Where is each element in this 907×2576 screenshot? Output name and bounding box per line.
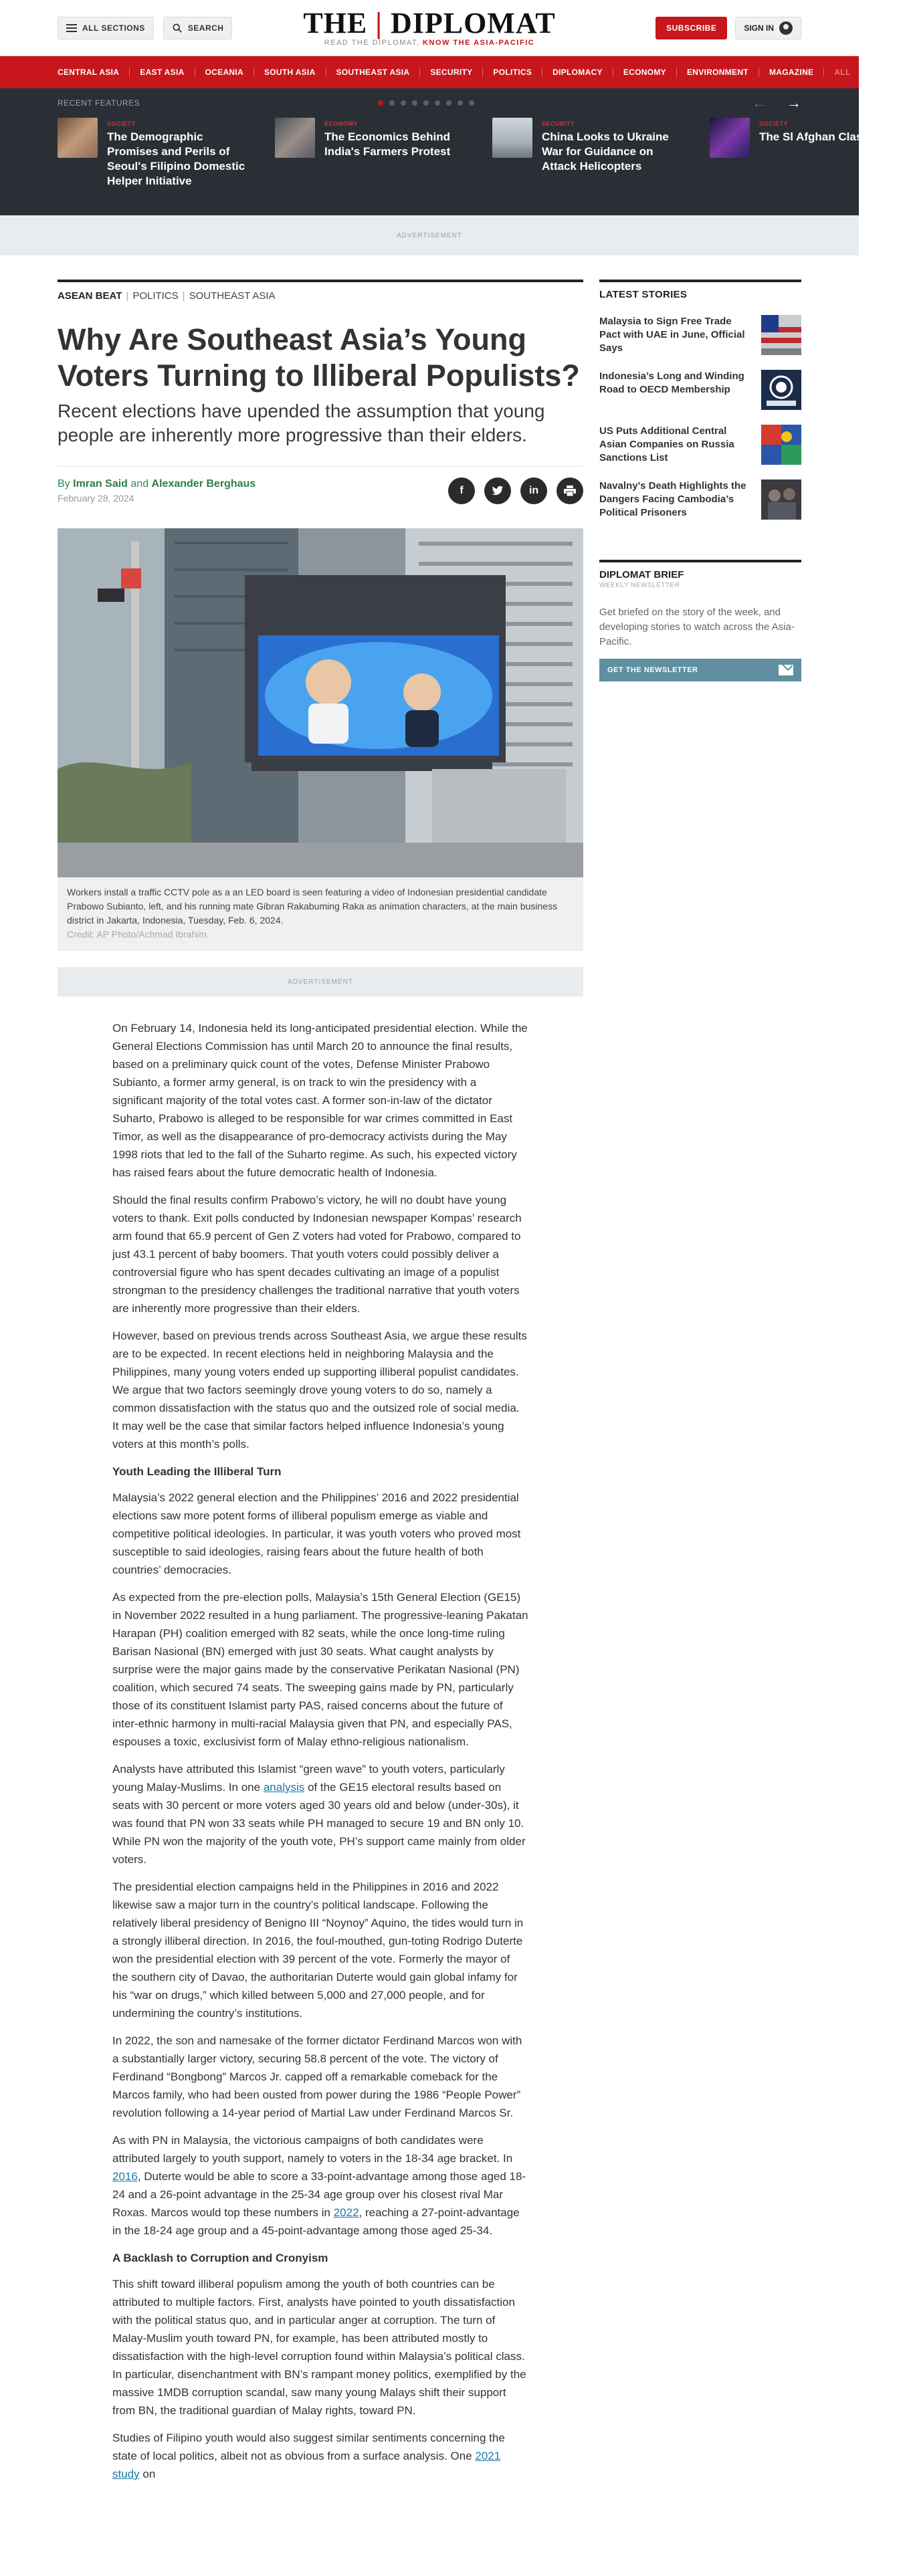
latest-story-item[interactable] [599,315,801,355]
feature-text [324,118,472,189]
breadcrumb-separator: | [126,290,129,302]
tagline-know: KNOW THE ASIA-PACIFIC [423,39,535,47]
nav-item-east-asia[interactable]: EAST ASIA [130,68,195,77]
ad-banner-top: ADVERTISEMENT [0,215,859,255]
story-thumbnail [761,425,801,465]
feature-card[interactable] [492,118,690,189]
latest-story-item[interactable] [599,425,801,465]
feature-category: ECONOMY [324,120,359,127]
mail-icon [779,665,793,675]
latest-story-title: Navalny’s Death Highlights the Dangers Facing Cambodia’s Political Prisoners [599,480,746,518]
article-body [58,996,583,2483]
author-link-1[interactable]: Imran Said [73,478,128,490]
logo-tagline [303,39,555,47]
link-2016[interactable]: 2016 [112,2170,138,2183]
nav-item-magazine[interactable]: MAGAZINE [759,68,824,77]
story-thumbnail [761,315,801,355]
paragraph-text: , reaching a 27-point-advantage in the 18-24 age group and a 45-point-advantage among those aged 25-34. [112,2206,520,2237]
carousel-dots [378,100,474,106]
caption-text: Workers install a traffic CCTV pole as a an LED board is seen featuring a video of Indonesian presidential candidate Prabowo Subianto, left, and his running mate Gibran Rakabuming Raka as animation characters, at the main business district in Jakarta, Indonesia, Tuesday, Feb. 6, 2024. [67,887,558,926]
all-sections-label: ALL SECTIONS [82,23,145,33]
paragraph-text: Analysts have attributed this Islamist “green wave” to youth voters, particularly young Malay-Muslims. In one [112,1763,505,1794]
byline [58,478,256,490]
sidebar [599,280,801,2492]
header-right [656,17,801,39]
breadcrumb-politics[interactable]: POLITICS [132,290,179,302]
newsletter-subtitle: WEEKLY NEWSLETTER [599,582,680,589]
article-headline: Why Are Southeast Asia’s Young Voters Turning to Illiberal Populists? [58,322,580,393]
newsletter-box [599,560,801,681]
nav-item-diplomacy[interactable]: DIPLOMACY [542,68,613,77]
sign-in-button[interactable] [735,17,801,39]
story-thumbnail [761,370,801,410]
latest-story-item[interactable] [599,370,801,410]
paragraph: This shift toward illiberal populism among the youth of both countries can be attributed to multiple factors. First, analysts have pointed to youth dissatisfaction with the political status quo, and in particular anger at corruption. The turn of Malay-Muslim youth toward PN, for example, has been attributed mostly to dissatisfaction with the high-level corruption found within Malaysia’s political class. In particular, disenchantment with BN’s rampant money politics, exemplified by the massive 1MDB corruption scandal, saw many young Malays shift their support from BN, the traditional guardian of Malay rights, toward PN. [112,2278,526,2417]
tagline-read: READ THE DIPLOMAT, [324,39,420,47]
paragraph: In 2022, the son and namesake of the former dictator Ferdinand Marcos won with a substantially larger victory, securing 58.8 percent of the vote. The victory of Ferdinand “Bongbong” Marcos Jr. capped off a remarkable comeback for the Marcos family, who had been ousted from power during the 1986 “People Power” revolution following a 14-year period of Martial Law under Ferdinand Marcos Sr. [112,2034,522,2119]
search-label: SEARCH [187,23,224,33]
feature-title: The Demographic Promises and Perils of Seoul's Filipino Domestic Helper Initiative [107,130,245,187]
hamburger-icon [66,23,77,33]
latest-stories-heading: LATEST STORIES [599,280,801,300]
nav-item-economy[interactable]: ECONOMY [613,68,677,77]
logo-divider: | [367,7,391,39]
print-button[interactable] [557,477,583,504]
linkedin-icon: in [528,485,539,496]
latest-story-item[interactable] [599,479,801,520]
author-link-2[interactable]: Alexander Berghaus [151,478,256,490]
feature-thumbnail [275,118,315,158]
byline-by: By [58,478,70,490]
image-caption [58,877,583,951]
section-nav [0,56,859,88]
nav-item-environment[interactable]: ENVIRONMENT [677,68,759,77]
latest-story-title: Indonesia’s Long and Winding Road to OECD Membership [599,370,744,395]
feature-card[interactable] [275,118,472,189]
feature-text [759,118,873,189]
newsletter-title: DIPLOMAT BRIEF [599,569,684,580]
print-icon [564,486,576,496]
share-buttons [448,477,583,504]
get-newsletter-button[interactable] [599,659,801,681]
nav-item-central-asia[interactable]: CENTRAL ASIA [58,68,130,77]
linkedin-share-button[interactable] [520,477,547,504]
nav-item-oceania[interactable]: OCEANIA [195,68,254,77]
breadcrumb [58,280,583,302]
feature-thumbnail [492,118,532,158]
recent-features [0,88,874,215]
paragraph [112,2429,528,2483]
photo-credit: Credit: AP Photo/Achmad Ibrahim [67,929,207,940]
nav-item-security[interactable]: SECURITY [420,68,483,77]
byline-and: and [130,478,149,490]
paragraph: Should the final results confirm Prabowo’s victory, he will no doubt have young voters to thank. Exit polls conducted by Indonesian newspaper Kompas’ research arm found that 65.9 percent of Gen Z voters had voted for Prabowo, compared to just 43.1 percent of baby boomers. That youth voters could possibly deliver a controversial figure who has spent decades cultivating an image of a populist strongman to the presidency challenges the traditional narrative that youth voters are inherently more progressive than their elders. [112,1194,522,1315]
carousel-dot[interactable] [435,100,440,106]
feature-card[interactable] [710,118,907,189]
analysis-link[interactable]: analysis [263,1781,305,1794]
breadcrumb-asean-beat[interactable]: ASEAN BEAT [58,290,122,302]
sign-in-label: SIGN IN [744,23,774,33]
carousel-dot[interactable] [412,100,417,106]
latest-story-title: Malaysia to Sign Free Trade Pact with UAE in June, Official Says [599,316,745,354]
paragraph-text: Studies of Filipino youth would also suggest similar sentiments concerning the state of local politics, albeit not as obvious from a surface analysis. One [112,2432,505,2462]
article [58,280,583,2492]
get-newsletter-label: GET THE NEWSLETTER [607,666,698,674]
publish-date: February 28, 2024 [58,493,134,504]
paragraph-text: As with PN in Malaysia, the victorious campaigns of both candidates were attributed largely to youth support, namely to voters in the 18-34 age bracket. In [112,2134,513,2165]
search-icon [172,23,183,33]
carousel-dot[interactable] [469,100,474,106]
twitter-icon [492,486,504,496]
features-label: RECENT FEATURES [58,98,140,108]
paragraph-text: on [139,2468,156,2480]
features-list [58,118,874,189]
user-icon [779,21,793,35]
paragraph: However, based on previous trends across Southeast Asia, we argue these results are to be expected. In recent elections held in neighboring Malaysia and the Philippines, many young voters ended up supporting illiberal populist candidates. We argue that two factors seemingly drove young voters to do so, namely a common dissatisfaction with the status quo and the outsized role of social media. It may well be the case that similar factors helped influence Indonesia’s young voters at this month’s polls. [112,1329,527,1451]
breadcrumb-separator: | [182,290,185,302]
carousel-dot[interactable] [458,100,463,106]
feature-category: SOCIETY [759,120,789,127]
site-header [0,0,859,56]
article-dek: Recent elections have upended the assumption that young people are inherently more progressive than their elders. [58,401,545,445]
logo-name: DIPLOMAT [390,7,556,39]
subscribe-button[interactable]: SUBSCRIBE [656,17,727,39]
section-heading: Youth Leading the Illiberal Turn [112,1465,282,1478]
feature-title: The Sl Afghan Classr [759,130,874,143]
study-link[interactable]: 2021 study [112,2450,501,2480]
site-logo[interactable] [303,8,555,47]
nav-item-all[interactable]: ALL [834,68,851,77]
feature-text [542,118,690,189]
feature-thumbnail [710,118,750,158]
byline-row [58,466,583,504]
features-arrows [752,94,801,112]
twitter-share-button[interactable] [484,477,511,504]
search-button[interactable] [163,17,233,39]
facebook-share-button[interactable] [448,477,475,504]
arrow-right-icon[interactable]: → [787,94,801,111]
carousel-dot[interactable] [446,100,451,106]
nav-item-southeast-asia[interactable]: SOUTHEAST ASIA [326,68,421,77]
carousel-dot[interactable] [389,100,395,106]
story-thumbnail [761,479,801,520]
all-sections-button[interactable] [58,17,154,39]
carousel-dot[interactable] [378,100,383,106]
nav-item-south-asia[interactable]: SOUTH ASIA [254,68,326,77]
newsletter-description: Get briefed on the story of the week, and developing stories to watch across the Asia-Pacific. [599,607,795,647]
paragraph: On February 14, Indonesia held its long-anticipated presidential election. While the General Elections Commission has until March 20 to announce the final results, based on a preliminary quick count of the votes, Defense Minister Prabowo Subianto, a former army general, is on track to win the presidency with a significant majority of the total votes cast. A former son-in-law of the dictator Suharto, Prabowo is alleged to be responsible for war crimes committed in East Timor, as well as the disappearance of pro-democracy activists during the May 1998 riots that led to the fall of the Suharto regime. As such, his expected victory has raised fears about the future democratic health of Indonesia. [112,1022,528,1179]
logo-wordmark [303,8,555,39]
arrow-left-icon[interactable]: ← [752,94,767,111]
feature-thumbnail [58,118,98,158]
header-left [58,17,232,39]
latest-story-title: US Puts Additional Central Asian Companies on Russia Sanctions List [599,425,734,463]
paragraph: As expected from the pre-election polls, Malaysia’s 15th General Election (GE15) in November 2022 resulted in a hung parliament. The progressive-leaning Pakatan Harapan (PH) coalition emerged with 82 seats, while the once long-time ruling Barisan Nasional (BN) emerged with just 30 seats. What caught analysts by surprise were the major gains made by the conservative Perikatan Nasional (PN) coalition, which secured 74 seats. The sweeping gains made by PN, particularly those of its constituent Islamist party PAS, raised concerns about the future of inter-ethnic harmony in multi-racial Malaysia given that PN, and especially PAS, espouses a toxic, exclusivist form of Malay ethno-religious nationalism. [112,1591,528,1748]
section-heading: A Backlash to Corruption and Cronyism [112,2252,328,2264]
byline-block [58,478,256,504]
hero-photo-illustration [58,528,583,877]
logo-the: THE [303,7,368,39]
paragraph: Malaysia’s 2022 general election and the Philippines’ 2016 and 2022 presidential elections saw more potent forms of illiberal populism emerge as viable and competitive political ideologies. In particular, it was youth voters who proved most susceptible to said ideologies, raising fears about the future health of both countries’ democracies. [112,1491,521,1576]
breadcrumb-southeast-asia[interactable]: SOUTHEAST ASIA [189,290,276,302]
feature-title: The Economics Behind India's Farmers Protest [324,130,451,158]
feature-card[interactable] [58,118,255,189]
hero-image [58,528,583,877]
ad-banner-inline: ADVERTISEMENT [58,967,583,996]
paragraph: The presidential election campaigns held in the Philippines in 2016 and 2022 likewise saw a major turn in the country’s political landscape. Following the relatively liberal presidency of Benigno III “Noynoy” Aquino, the tides would turn in a strongly illiberal direction. In 2016, the foul-mouthed, gun-toting Rodrigo Duterte won the presidential election with 39 percent of the vote. Formerly the mayor of the southern city of Davao, the authoritarian Duterte would gain global infamy for his “war on drugs,” which killed between 5,000 and 27,000 people, and for undermining the country’s institutions. [112,1881,524,2020]
paragraph-text: of the GE15 electoral results based on seats with 30 percent or more voters aged 30 years old and below (under-30s), it was found that PN won 33 seats while PH managed to secure 19 and BN only 10. While PN won the majority of the youth vote, PH’s support came mainly from older voters. [112,1781,526,1866]
feature-category: SECURITY [542,120,575,127]
feature-category: SOCIETY [107,120,136,127]
paragraph [112,2131,528,2240]
nav-item-politics[interactable]: POLITICS [483,68,542,77]
paragraph-text: , Duterte would be able to score a 33-point-advantage among those aged 18-24 and a 26-point advantage in the 25-34 age group over his closest rival Mar Roxas. Marcos would top these numbers in [112,2170,526,2219]
link-2022[interactable]: 2022 [333,2206,359,2219]
carousel-dot[interactable] [423,100,429,106]
main-layout [0,280,859,2492]
facebook-icon: f [460,485,464,496]
feature-title: China Looks to Ukraine War for Guidance on Attack Helicopters [542,130,669,173]
carousel-dot[interactable] [401,100,406,106]
feature-text [107,118,255,189]
paragraph [112,1760,528,1868]
